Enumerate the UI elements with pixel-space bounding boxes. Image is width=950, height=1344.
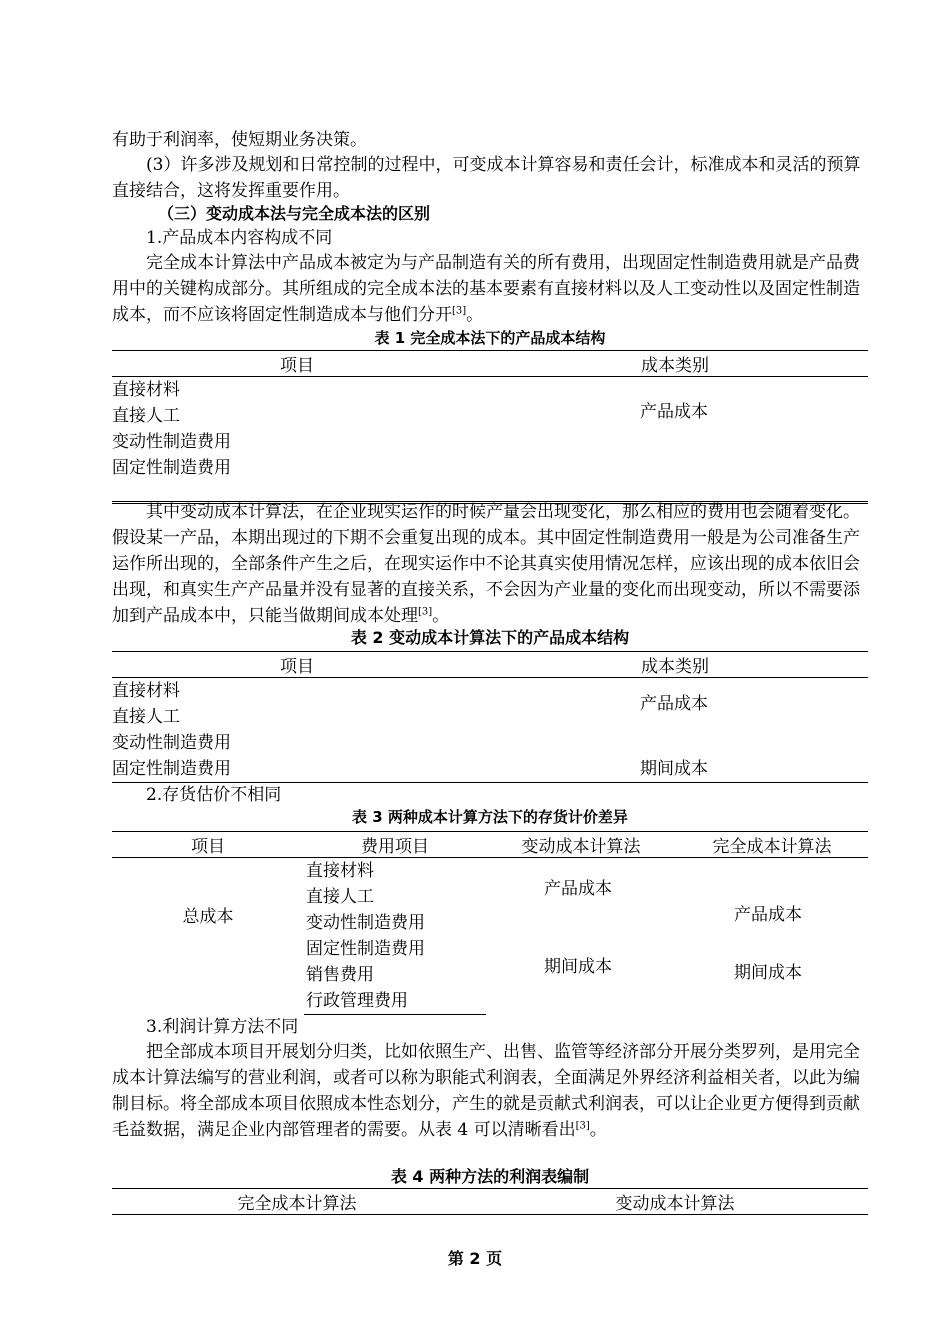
table1-item: 直接人工 [112,406,180,426]
table3-full-product: 产品成本 [734,905,802,925]
table1-category: 产品成本 [640,402,708,422]
table2-cat-period: 期间成本 [640,759,708,779]
table3-caption: 表 3 两种成本计算方法下的存货计价差异 [352,808,628,826]
period: 。 [432,606,450,626]
citation-ref: [3] [575,1120,590,1132]
table4-header-variable: 变动成本计算法 [615,1194,735,1214]
table3-expense-item: 变动性制造费用 [306,913,425,933]
table1-item: 固定性制造费用 [112,458,231,478]
table3-header-variable: 变动成本计算法 [486,832,676,858]
table2-item: 固定性制造费用 [112,759,231,779]
table3-expense-item: 固定性制造费用 [306,939,425,959]
table1-header-item: 项目 [112,351,482,377]
table3-var-period: 期间成本 [544,957,612,977]
subheading-2: 2.存货估价不相同 [146,785,282,805]
table2-header-category: 成本类别 [482,652,868,678]
table2-item: 变动性制造费用 [112,733,231,753]
table4 [112,1188,868,1215]
table3 [112,831,868,1015]
table3-expense-item: 行政管理费用 [306,991,408,1011]
table2-cat-product: 产品成本 [640,694,708,714]
table3-row-label: 总成本 [182,907,234,927]
paragraph-profit-text: 把全部成本项目开展划分归类，比如依照生产、出售、监管等经济部分开展分类罗列，是用完全成本计算法编写的营业利润，或者可以称为职能式利润表，全面满足外界经济利益相关者，以此为编制目标。将全部成本项目依照成本性态划分，产生的就是贡献式利润表，可以让企业更方便得到贡献毛益数据，满足企业内部管理者的需要。从表 4 可以清晰看出 [112,1042,860,1140]
citation-ref: [3] [418,606,433,618]
table2-item: 直接材料 [112,681,180,701]
section-heading: （三）变动成本法与完全成本法的区别 [158,204,431,223]
paragraph-profit [112,1039,868,1143]
paragraph-top: 有助于利润率，使短期业务决策。 [112,130,367,150]
table3-header-item: 项目 [112,832,304,858]
period: 。 [589,1120,607,1140]
table1-item: 直接材料 [112,380,180,400]
table2 [112,651,868,783]
table3-expense-item: 直接人工 [306,887,374,907]
table3-header-full: 完全成本计算法 [676,832,868,858]
paragraph-product-cost-text: 完全成本计算法中产品成本被定为与产品制造有关的所有费用，出现固定性制造费用就是产品费用中的关键构成部分。其所组成的完全成本法的基本要素有直接材料以及人工变动性以及固定性制造成本，而不应该将固定性制造成本与他们分开 [112,253,860,325]
table2-item: 直接人工 [112,707,180,727]
table3-full-period: 期间成本 [734,963,802,983]
table1-caption: 表 1 完全成本法下的产品成本结构 [374,329,606,347]
table4-header-full: 完全成本计算法 [237,1194,357,1214]
citation-ref: [3] [452,305,467,317]
table3-expense-item: 销售费用 [306,965,374,985]
table3-var-product: 产品成本 [544,879,612,899]
table1-header-category: 成本类别 [482,351,868,377]
paragraph-variable-cost [112,499,868,629]
period: 。 [466,305,484,325]
paragraph-variable-cost-text: 其中变动成本计算法，在企业现实运作的时候产量会出现变化，那么相应的费用也会随着变化。假设某一产品，本期出现过的下期不会重复出现的成本。其中固定性制造费用一般是为公司准备生产运作所出现的，全部条件产生之后，在现实运作中不论其真实使用情况怎样，应该出现的成本依旧会出现，和真实生产产品量并没有显著的直接关系，不会因为产业量的变化而出现变动，所以不需要添加到产品成本中，只能当做期间成本处理 [112,502,860,626]
table3-header-expense: 费用项目 [304,832,486,858]
page-number: 第 2 页 [447,1249,503,1268]
table2-caption: 表 2 变动成本计算法下的产品成本结构 [350,628,630,647]
table3-expense-item: 直接材料 [306,861,374,881]
subheading-3: 3.利润计算方法不同 [146,1017,299,1037]
subheading-1: 1.产品成本内容构成不同 [146,228,333,248]
paragraph-3: (3）许多涉及规划和日常控制的过程中，可变成本计算容易和责任会计，标准成本和灵活的预算直接结合，这将发挥重要作用。 [112,155,861,201]
paragraph-product-cost [112,250,868,328]
table2-header-item: 项目 [112,652,482,678]
table1-item: 变动性制造费用 [112,432,231,452]
table4-caption: 表 4 两种方法的利润表编制 [390,1167,590,1186]
table1 [112,350,868,504]
